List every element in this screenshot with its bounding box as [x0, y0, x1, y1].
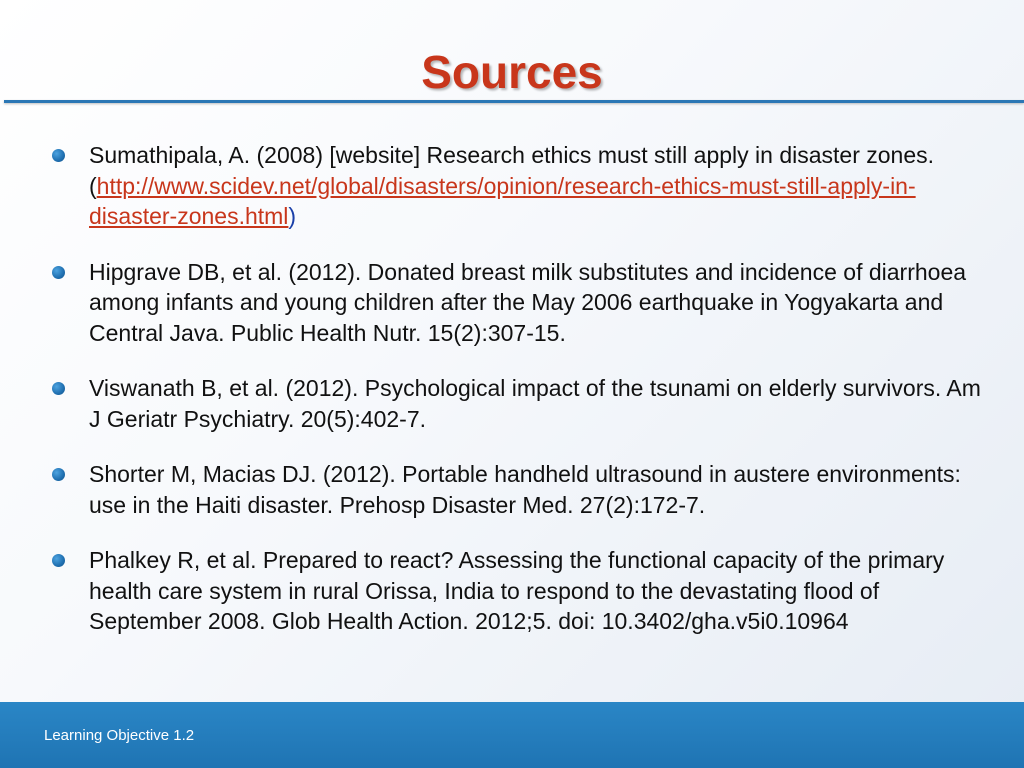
sources-list [50, 140, 990, 662]
source-text: Shorter M, Macias DJ. (2012). Portable handheld ultrasound in austere environments: use in the Haiti disaster. Prehosp Disaster Med. 27(2):172-7. [89, 461, 961, 518]
source-item [50, 459, 990, 520]
source-text: Sumathipala, A. (2008) [website] Research ethics must still apply in disaster zones. ( [89, 142, 935, 199]
bullet-icon [52, 468, 65, 481]
source-text-suffix: ) [288, 203, 297, 229]
source-link[interactable]: http://www.scidev.net/global/disasters/opinion/research-ethics-must-still-apply-in-disaster-zones.html [89, 172, 916, 229]
bullet-icon [52, 149, 65, 162]
source-text: Viswanath B, et al. (2012). Psychological impact of the tsunami on elderly survivors. Am J Geriatr Psychiatry. 20(5):402-7. [89, 375, 981, 432]
footer-bar [0, 702, 1024, 768]
footer-label: Learning Objective 1.2 [44, 727, 195, 744]
slide-title: Sources [421, 46, 603, 98]
source-item [50, 257, 990, 349]
source-text: Phalkey R, et al. Prepared to react? Assessing the functional capacity of the primary health care system in rural Orissa, India to respond to the devastating flood of September 2008. Glob Health Action. 2012;5. doi: 10.3402/gha.v5i0.10964 [89, 547, 945, 634]
source-item [50, 140, 990, 232]
bullet-icon [52, 266, 65, 279]
bullet-icon [52, 382, 65, 395]
source-item [50, 373, 990, 434]
source-text: Hipgrave DB, et al. (2012). Donated breast milk substitutes and incidence of diarrhoea among infants and young children after the May 2006 earthquake in Yogyakarta and Central Java. Public Health Nutr. 15(2):307-15. [89, 258, 967, 346]
title-divider [4, 100, 1024, 103]
source-item [50, 545, 990, 637]
bullet-icon [52, 554, 65, 567]
